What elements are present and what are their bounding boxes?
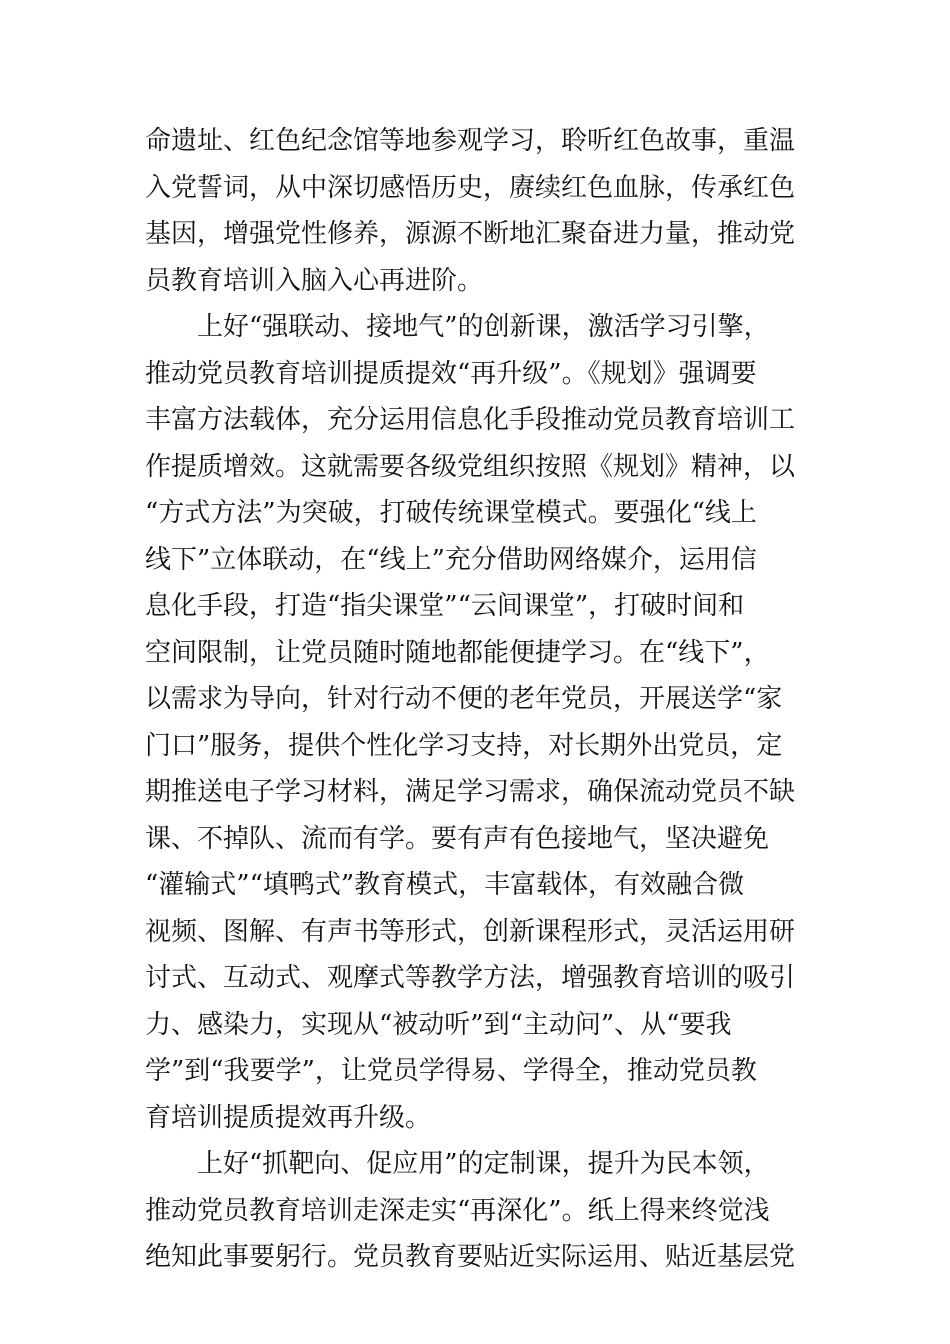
text-line: 员教育培训入脑入心再进阶。 (145, 265, 484, 296)
text-line: 门口”服务，提供个性化学习支持，对长期外出党员，定 (145, 730, 783, 761)
text-line: 期推送电子学习材料，满足学习需求，确保流动党员不缺 (145, 777, 796, 807)
text-line: 作提质增效。这就需要各级党组织按照《规划》精神，以 (145, 451, 796, 482)
body-text (145, 118, 810, 1281)
text-line: 育培训提质提效再升级。 (145, 1102, 432, 1133)
text-line: 空间限制，让党员随时随地都能便捷学习。在“线下”， (145, 637, 770, 668)
text-line: “方式方法”为突破，打破传统课堂模式。要强化“线上 (145, 498, 757, 528)
text-line: 讨式、互动式、观摩式等教学方法，增强教育培训的吸引 (145, 963, 796, 993)
text-line: 以需求为导向，针对行动不便的老年党员，开展送学“家 (145, 684, 783, 714)
text-line: 推动党员教育培训提质提效“再升级”。《规划》强调要 (145, 358, 757, 389)
text-line: 学”到“我要学”，让党员学得易、学得全，推动党员教 (145, 1056, 757, 1086)
text-line: 课、不掉队、流而有学。要有声有色接地气，坚决避免 (145, 823, 770, 854)
text-line: 入党誓词，从中深切感悟历史，赓续红色血脉，传承红色 (145, 172, 796, 203)
paragraph-first-line: 上好“抓靶向、促应用”的定制课，提升为民本领， (197, 1149, 770, 1179)
paragraph-first-line: 上好“强联动、接地气”的创新课，激活学习引擎， (197, 312, 770, 342)
text-line: 绝知此事要躬行。党员教育要贴近实际运用、贴近基层党 (145, 1242, 796, 1272)
text-line: 丰富方法载体，充分运用信息化手段推动党员教育培训工 (145, 405, 796, 435)
text-line: 命遗址、红色纪念馆等地参观学习，聆听红色故事，重温 (145, 126, 796, 156)
text-line: 线下”立体联动，在“线上”充分借助网络媒介，运用信 (145, 544, 757, 575)
text-line: “灌输式”“填鸭式”教育模式，丰富载体，有效融合微 (145, 870, 745, 900)
text-line: 视频、图解、有声书等形式，创新课程形式，灵活运用研 (145, 916, 796, 947)
text-line: 息化手段，打造“指尖课堂”“云间课堂”，打破时间和 (145, 591, 745, 621)
text-line: 推动党员教育培训走深走实“再深化”。纸上得来终觉浅 (145, 1195, 770, 1226)
text-line: 力、感染力，实现从“被动听”到“主动问”、从“要我 (145, 1009, 732, 1040)
text-line: 基因，增强党性修养，源源不断地汇聚奋进力量，推动党 (145, 219, 796, 249)
